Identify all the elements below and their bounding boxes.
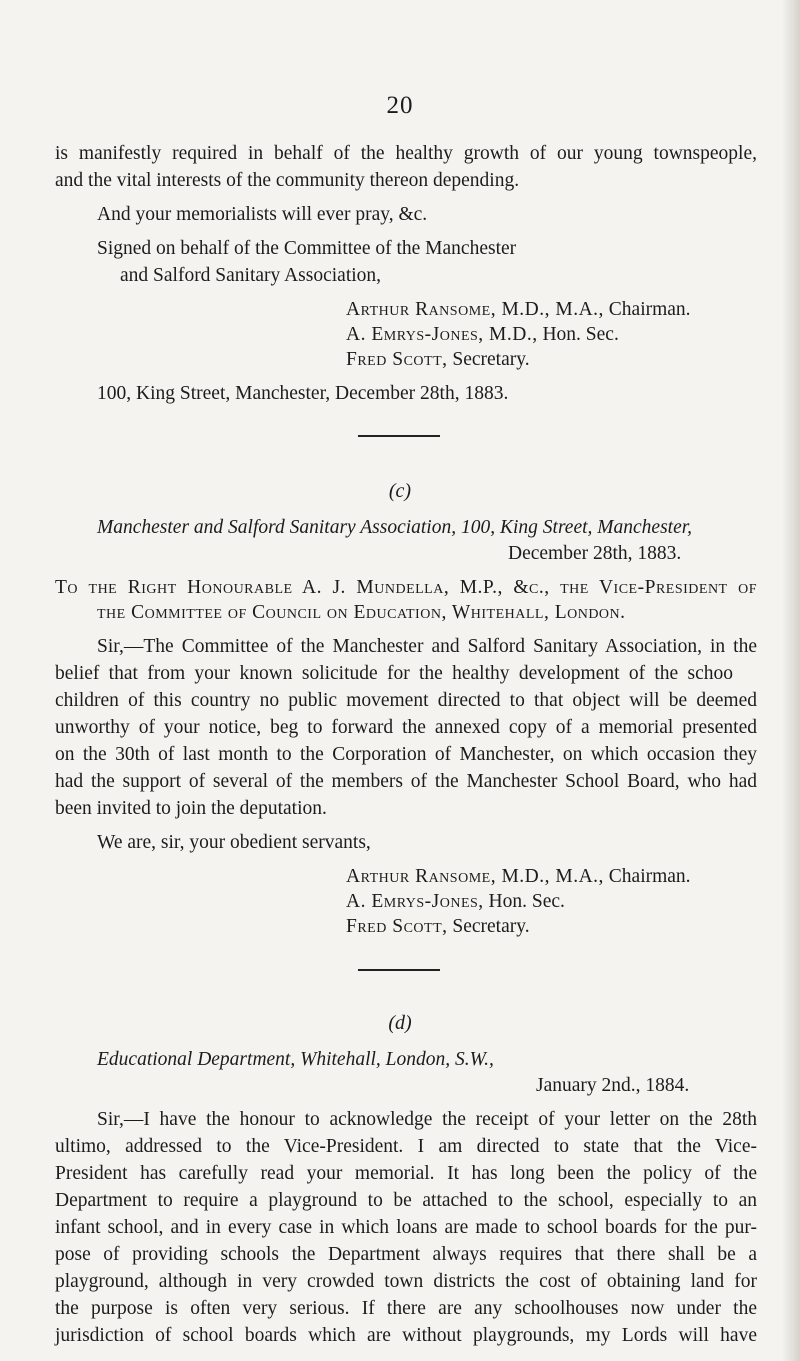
section-c-body-line: Sir,—The Committee of the Manchester and Salford Sanitary Association, in the xyxy=(97,636,757,657)
page-edge-shadow xyxy=(782,0,800,1361)
section-d-header: Educational Department, Whitehall, London, S.W., xyxy=(97,1049,494,1070)
section-c-body-line: had the support of several of the members of the Manchester School Board, who had xyxy=(55,771,757,792)
section-d-body-line: playground, although in very crowded town districts the cost of obtaining land for xyxy=(55,1271,757,1292)
signatory-chairman xyxy=(346,298,691,322)
section-d-body-line: infant school, and in every case in which loans are made to school boards for the pur- xyxy=(55,1217,757,1238)
section-d-body-line: Sir,—I have the honour to acknowledge the receipt of your letter on the 28th xyxy=(97,1109,757,1130)
signed-line-1: Signed on behalf of the Committee of the Manchester xyxy=(97,238,517,259)
intro-line-1: is manifestly required in behalf of the healthy growth of our young townspeople, xyxy=(55,143,757,164)
section-divider xyxy=(358,969,440,971)
section-d-body-line: the purpose is often very serious. If there are any schoolhouses now under the xyxy=(55,1298,757,1319)
pray-line: And your memorialists will ever pray, &c. xyxy=(97,204,428,225)
signatory-role: Hon. Sec. xyxy=(542,324,619,345)
intro-line-2: and the vital interests of the community thereon depending. xyxy=(55,170,520,191)
section-c-mark: (c) xyxy=(388,480,412,502)
signatory-secretary xyxy=(346,348,530,372)
section-c-body-line: children of this country no public movement directed to that object will be deemed xyxy=(55,690,757,711)
section-divider xyxy=(358,435,440,437)
section-d-date: January 2nd., 1884. xyxy=(536,1075,690,1096)
section-c-closing: We are, sir, your obedient servants, xyxy=(97,832,371,853)
page-number: 20 xyxy=(386,92,414,119)
section-d-body-line: pose of providing schools the Department always requires that there shall be a xyxy=(55,1244,757,1265)
section-d-body-line: ultimo, addressed to the Vice-President. I am directed to state that the Vice- xyxy=(55,1136,757,1157)
signatory-hon-sec xyxy=(346,890,565,914)
signatory-name: Fred Scott, xyxy=(346,349,448,370)
signatory-secretary xyxy=(346,915,530,939)
signatory-name: Arthur Ransome, M.D., M.A., xyxy=(346,299,604,320)
signatory-name: Fred Scott, xyxy=(346,916,448,937)
section-c-body-line: unworthy of your notice, beg to forward the annexed copy of a memorial presented xyxy=(55,717,757,738)
section-c-to-line-1: To the Right Honourable A. J. Mundella, M.P., &c., the Vice-President of xyxy=(55,577,757,598)
section-c-to-line-2: the Committee of Council on Education, Whitehall, London. xyxy=(97,602,626,623)
signatory-role: Hon. Sec. xyxy=(488,891,565,912)
section-d-body-line: Department to require a playground to be attached to the school, especially to an xyxy=(55,1190,757,1211)
signatory-name: Arthur Ransome, M.D., M.A., xyxy=(346,866,604,887)
signatory-role: Chairman. xyxy=(608,299,691,320)
signatory-role: Chairman. xyxy=(608,866,691,887)
signatory-role: Secretary. xyxy=(452,349,530,370)
signatory-hon-sec xyxy=(346,323,619,347)
signed-line-2: and Salford Sanitary Association, xyxy=(120,265,382,286)
address-line: 100, King Street, Manchester, December 28th, 1883. xyxy=(97,383,509,404)
signatory-name: A. Emrys-Jones, xyxy=(346,891,484,912)
section-c-body-line: belief that from your known solicitude for the healthy development of the schoo xyxy=(55,663,733,684)
section-d-body-line: President has carefully read your memorial. It has long been the policy of the xyxy=(55,1163,757,1184)
section-d-mark: (d) xyxy=(388,1012,412,1034)
signatory-role: Secretary. xyxy=(452,916,530,937)
section-c-date: December 28th, 1883. xyxy=(508,543,682,564)
signatory-chairman xyxy=(346,865,691,889)
section-c-body-line: on the 30th of last month to the Corporation of Manchester, on which occasion they xyxy=(55,744,757,765)
section-c-body-line: been invited to join the deputation. xyxy=(55,798,327,819)
signatory-name: A. Emrys-Jones, M.D., xyxy=(346,324,538,345)
section-c-header: Manchester and Salford Sanitary Association, 100, King Street, Manchester, xyxy=(97,517,693,538)
section-d-body-line: jurisdiction of school boards which are without playgrounds, my Lords will have xyxy=(55,1325,757,1346)
